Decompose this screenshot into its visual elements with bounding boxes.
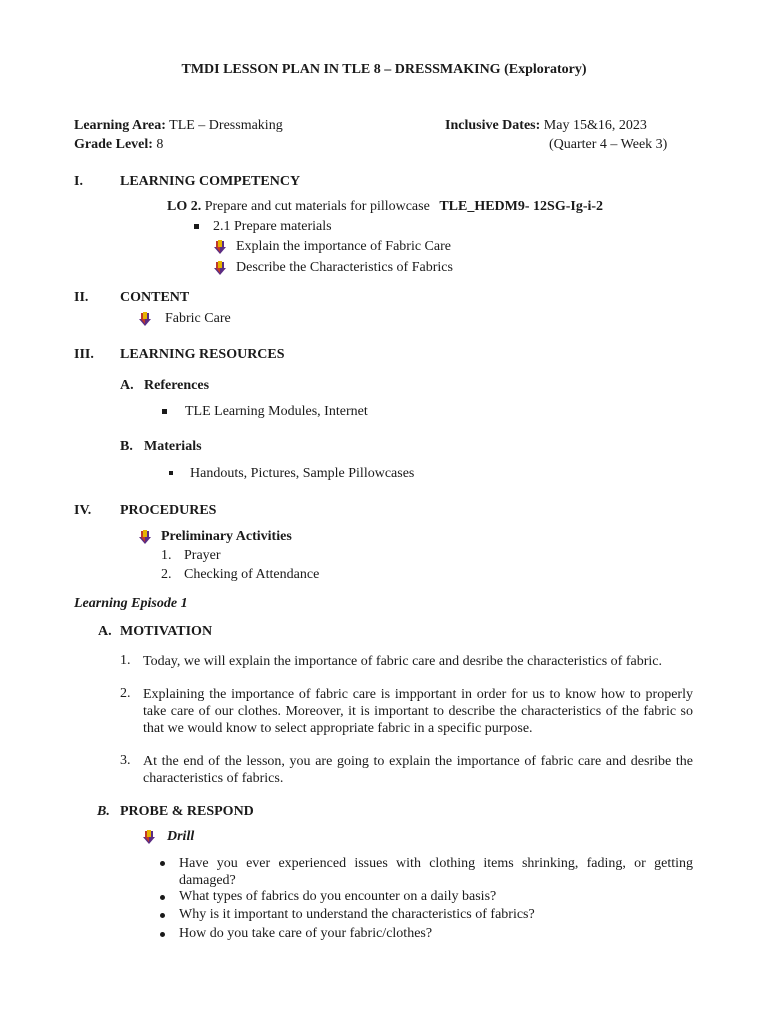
section-heading-procedures: PROCEDURES [120, 503, 217, 518]
page-title: TMDI LESSON PLAN IN TLE 8 – DRESSMAKING (Exploratory) [181, 62, 587, 77]
lo-code: TLE_HEDM9- 12SG-Ig-i-2 [439, 199, 604, 214]
drill-question: Have you ever experienced issues with clothing items shrinking, fading, or getting damaged? [179, 856, 693, 888]
learning-area [74, 118, 283, 135]
subsection-label: B. [120, 439, 133, 454]
down-arrow-icon [139, 312, 151, 326]
round-bullet-icon [160, 932, 165, 937]
grade-level-value: 8 [156, 137, 164, 152]
drill-question: Why is it important to understand the characteristics of fabrics? [179, 907, 535, 922]
list-item: Prayer [184, 548, 221, 563]
list-item-number: 1. [120, 653, 131, 668]
round-bullet-icon [160, 895, 165, 900]
round-bullet-icon [160, 913, 165, 918]
section-numeral: II. [74, 290, 89, 305]
section-heading-resources: LEARNING RESOURCES [120, 347, 285, 362]
materials-item: Handouts, Pictures, Sample Pillowcases [190, 466, 415, 481]
grade-level [74, 137, 163, 154]
drill-heading: Drill [167, 829, 195, 844]
episode-heading: Learning Episode 1 [74, 596, 188, 611]
drill-question: How do you take care of your fabric/clothes? [179, 926, 433, 941]
subsection-label: A. [98, 624, 112, 639]
square-bullet-icon [162, 409, 167, 414]
competency-item: Explain the importance of Fabric Care [236, 239, 451, 254]
lo-label: LO 2. [167, 199, 202, 214]
section-numeral: I. [74, 174, 83, 189]
square-bullet-icon [169, 471, 173, 475]
inclusive-dates-value: May 15&16, 2023 [543, 118, 647, 133]
motivation-item: At the end of the lesson, you are going to explain the importance of fabric care and desribe the characteristics of fabrics. [143, 754, 693, 786]
grade-level-label: Grade Level: [74, 137, 153, 152]
down-arrow-icon [143, 830, 155, 844]
motivation-item: Today, we will explain the importance of fabric care and desribe the characteristics of fabric. [143, 654, 662, 669]
sub-competency: 2.1 Prepare materials [213, 219, 332, 234]
list-item-number: 2. [161, 567, 172, 582]
drill-question: What types of fabrics do you encounter on a daily basis? [179, 889, 497, 904]
learning-outcome [167, 199, 603, 216]
lo-text: Prepare and cut materials for pillowcase [204, 199, 430, 214]
down-arrow-icon [214, 240, 226, 254]
down-arrow-icon [214, 261, 226, 275]
square-bullet-icon [194, 224, 199, 229]
list-item-number: 3. [120, 753, 131, 768]
learning-area-value: TLE – Dressmaking [169, 118, 283, 133]
quarter-label: (Quarter 4 – Week 3) [549, 137, 668, 152]
list-item-number: 1. [161, 548, 172, 563]
inclusive-dates [445, 118, 647, 135]
list-item: Checking of Attendance [184, 567, 320, 582]
motivation-heading: MOTIVATION [120, 624, 213, 639]
subsection-label: B. [97, 804, 110, 819]
materials-heading: Materials [144, 439, 202, 454]
list-item-number: 2. [120, 686, 131, 701]
probe-heading: PROBE & RESPOND [120, 804, 254, 819]
section-numeral: III. [74, 347, 94, 362]
motivation-item: Explaining the importance of fabric care is impportant in order for us to know how to properly take care of our clothes. Moreover, it is important to describe the characteristics of the fabric so that we would know to select appropriate fabric in a specific purpose. [143, 687, 693, 736]
content-item: Fabric Care [165, 311, 231, 326]
section-numeral: IV. [74, 503, 92, 518]
references-heading: References [144, 378, 210, 393]
round-bullet-icon [160, 861, 165, 866]
learning-area-label: Learning Area: [74, 118, 166, 133]
down-arrow-icon [139, 530, 151, 544]
preliminary-heading: Preliminary Activities [161, 529, 292, 544]
inclusive-dates-label: Inclusive Dates: [445, 118, 541, 133]
competency-item: Describe the Characteristics of Fabrics [236, 260, 453, 275]
section-heading-competency: LEARNING COMPETENCY [120, 174, 301, 189]
references-item: TLE Learning Modules, Internet [185, 404, 368, 419]
section-heading-content: CONTENT [120, 290, 190, 305]
subsection-label: A. [120, 378, 134, 393]
